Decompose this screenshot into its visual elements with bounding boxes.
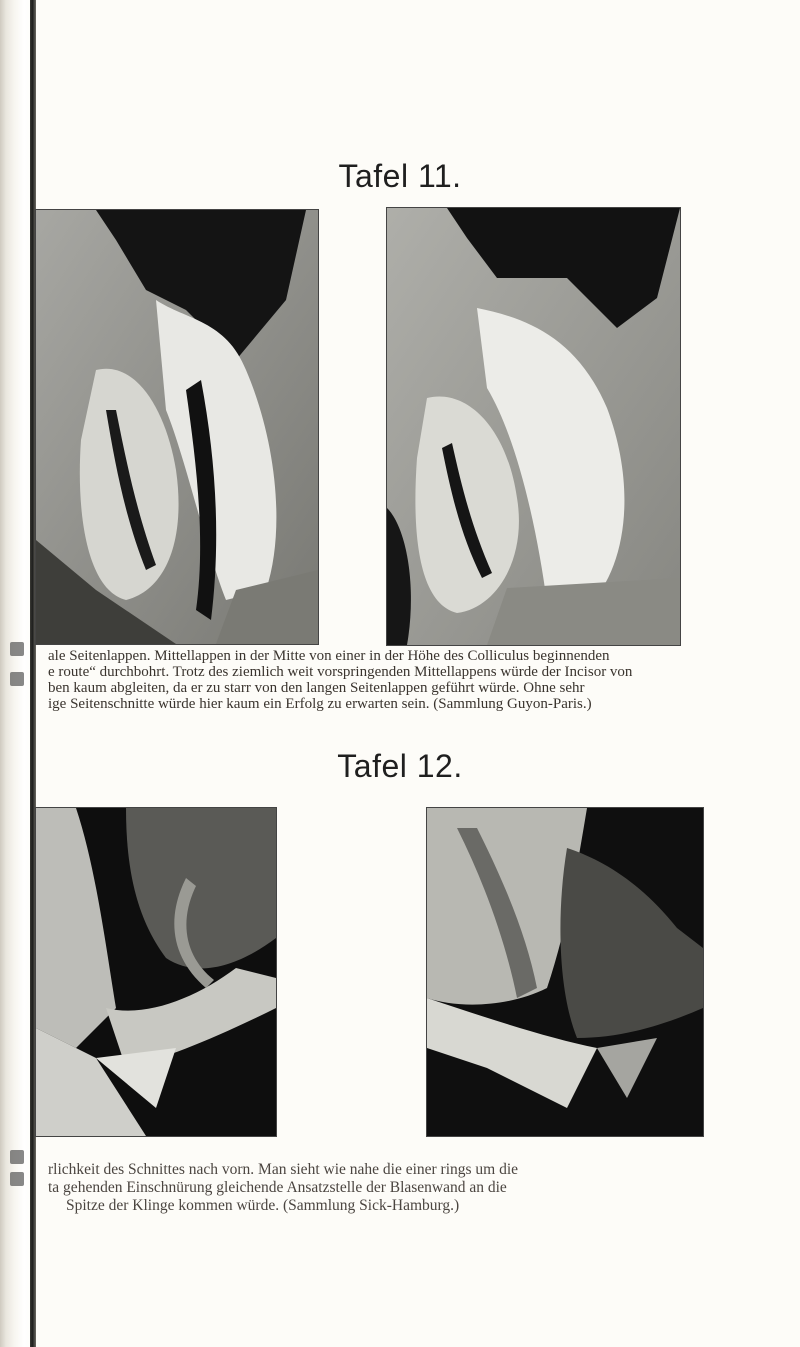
caption-line: ben kaum abgleiten, da er zu starr von den langen Seitenlappen geführt würde. Ohne sehr xyxy=(48,680,585,696)
plate-title-12: Tafel 12. xyxy=(337,748,463,784)
specimen-photo-11-left xyxy=(36,210,318,644)
specimen-photo-12-right xyxy=(427,808,703,1136)
caption-line: ale Seitenlappen. Mittellappen in der Mitte von einer in der Höhe des Colliculus beginnenden xyxy=(48,648,610,664)
plate-caption-11 xyxy=(48,648,766,712)
binding-shadow xyxy=(30,0,36,1347)
caption-line: rlichkeit des Schnittes nach vorn. Man sieht wie nahe die einer rings um die xyxy=(48,1161,519,1178)
caption-line: e route“ durchbohrt. Trotz des ziemlich weit vorspringenden Mittellappens würde der Incisor von xyxy=(48,664,633,680)
binding-mark xyxy=(10,642,24,656)
plate-title-11: Tafel 11. xyxy=(338,158,462,194)
caption-line: Spitze der Klinge kommen würde. (Sammlung Sick-Hamburg.) xyxy=(66,1197,460,1214)
specimen-photo-11-right xyxy=(387,208,680,645)
specimen-photo-12-left xyxy=(36,808,276,1136)
caption-line: ta gehenden Einschnürung gleichende Ansatzstelle der Blasenwand an die xyxy=(48,1179,507,1196)
binding-mark xyxy=(10,672,24,686)
caption-line: ige Seitenschnitte würde hier kaum ein Erfolg zu erwarten sein. (Sammlung Guyon-Paris.) xyxy=(48,696,592,712)
plate-caption-12 xyxy=(48,1161,766,1215)
binding-mark xyxy=(10,1150,24,1164)
binding-mark xyxy=(10,1172,24,1186)
